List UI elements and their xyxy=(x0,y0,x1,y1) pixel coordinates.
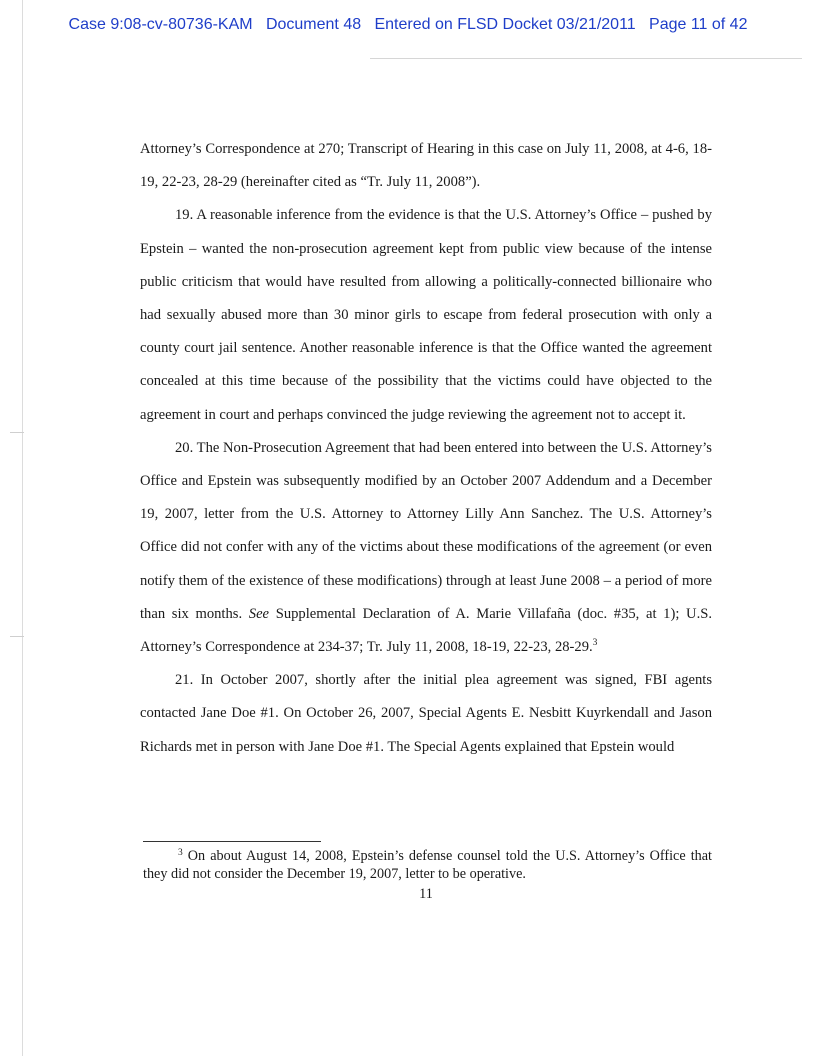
paragraph-21: 21. In October 2007, shortly after the initial plea agreement was signed, FBI agents contacted Jane Doe #1. On October 26, 2007, Special Agents E. Nesbitt Kuyrkendall and Jason Richards met in person with Jane Doe #1. The Special Agents explained that Epstein would xyxy=(140,672,712,755)
footnote xyxy=(143,847,712,883)
document-body xyxy=(140,133,712,764)
paragraph-20 xyxy=(140,432,712,664)
docket-entry: Entered on FLSD Docket 03/21/2011 xyxy=(374,16,636,33)
footnote-text: On about August 14, 2008, Epstein’s defense counsel told the U.S. Attorney’s Office that they did not consider the December 19, 2007, letter to be operative. xyxy=(143,848,712,882)
footnote-rule xyxy=(143,841,321,842)
margin-mark xyxy=(10,636,24,637)
paragraph-continued: Attorney’s Correspondence at 270; Transcript of Hearing in this case on July 11, 2008, at 4-6, 18-19, 22-23, 28-29 (hereinafter cited as “Tr. July 11, 2008”). xyxy=(140,141,712,191)
header-rule xyxy=(370,58,802,59)
footnote-ref: 3 xyxy=(592,638,598,649)
paragraph-20-citation: Supplemental Declaration of A. Marie Villafaña (doc. #35, at 1); U.S. Attorney’s Correspondence at 234-37; Tr. July 11, 2008, 18-19, 22-23, 28-29. xyxy=(140,605,712,656)
court-header xyxy=(0,16,816,34)
case-number: Case 9:08-cv-80736-KAM xyxy=(68,16,253,33)
paragraph-20-text: 20. The Non-Prosecution Agreement that had been entered into between the U.S. Attorney’s Office and Epstein was subsequently modified by an October 2007 Addendum and a December 19, 2007, letter from the U.S. Attorney to Attorney Lilly Ann Sanchez. The U.S. Attorney’s Office did not confer with any of the victims about these modifications of the agreement (or even notify them of the existence of these modifications) through at least June 2008 – a period of more than six months. xyxy=(140,439,712,622)
page-number: 11 xyxy=(419,886,433,902)
see-signal: See xyxy=(248,605,270,622)
margin-mark xyxy=(10,432,24,433)
page-of-total: Page 11 of 42 xyxy=(649,16,748,33)
paragraph-19: 19. A reasonable inference from the evidence is that the U.S. Attorney’s Office – pushed by Epstein – wanted the non-prosecution agreement kept from public view because of the intense public criticism that would have resulted from allowing a politically-connected billionaire who had sexually abused more than 30 minor girls to escape from federal prosecution with only a county court jail sentence. Another reasonable inference is that the Office wanted the agreement concealed at this time because of the possibility that the victims could have objected to the agreement in court and perhaps convinced the judge reviewing the agreement not to accept it. xyxy=(140,207,712,423)
footnote-number: 3 xyxy=(178,848,183,858)
document-number: Document 48 xyxy=(265,16,362,33)
